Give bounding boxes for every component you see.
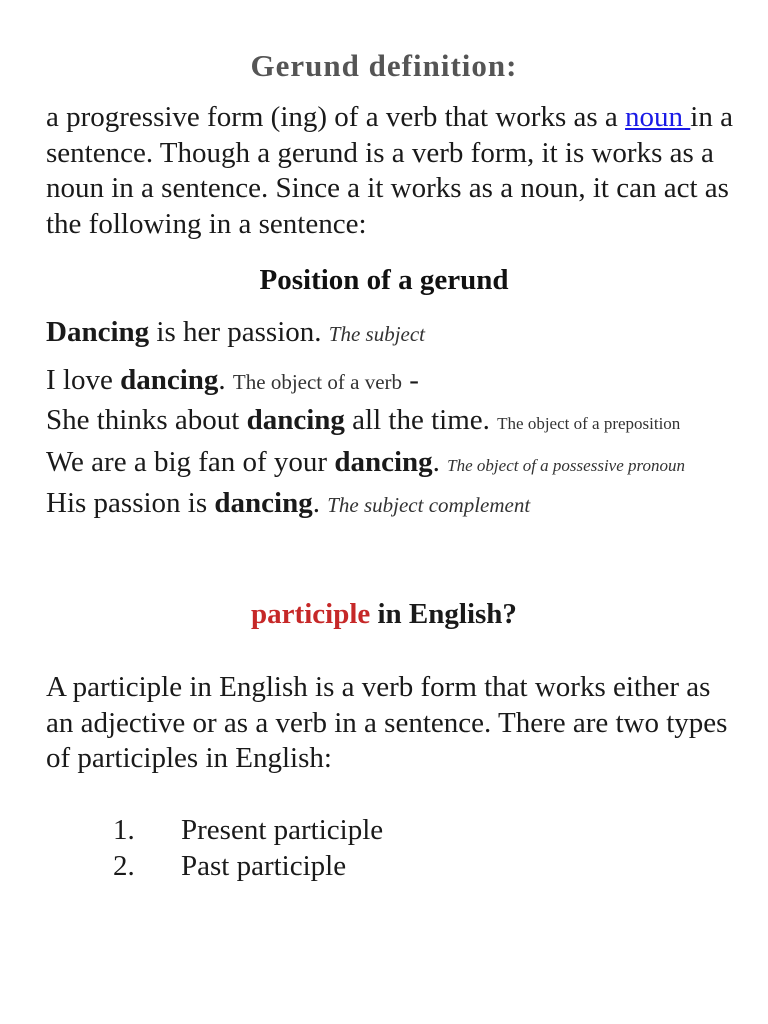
list-item [113, 812, 383, 848]
example-note: The object of a possessive pronoun [447, 456, 685, 475]
list-label: Present participle [181, 814, 384, 846]
gerund-word: dancing [246, 404, 345, 436]
participle-heading-rest: in English? [370, 598, 517, 630]
page-title: Gerund definition: [250, 48, 518, 83]
example-text: . [312, 487, 328, 519]
example-text: His passion is [46, 487, 215, 519]
gerund-definition-paragraph [46, 100, 736, 242]
gerund-word: dancing [214, 487, 313, 519]
list-label: Past participle [181, 850, 347, 882]
participle-paragraph: A participle in English is a verb form that works either as an adjective or as a verb in a sentence. There are two types of participles in English: [46, 671, 728, 774]
participle-types-list [113, 812, 383, 884]
gerund-word: dancing [334, 446, 433, 478]
gerund-word: dancing [120, 364, 219, 396]
example-text: . [218, 364, 233, 396]
position-heading: Position of a gerund [259, 264, 509, 296]
participle-highlight: participle [251, 598, 371, 630]
definition-text-end: in a sentence. Though a gerund is a verb form, it is works as a noun in a sentence. Since a it works as a noun, it can act as the following in a sentence: [46, 101, 733, 240]
example-note: The object of a verb [232, 370, 403, 394]
example-sentence-object-preposition [46, 404, 680, 437]
example-note: The subject [328, 322, 425, 346]
list-number: 2. [113, 850, 135, 882]
example-text: I love [46, 364, 121, 396]
noun-link[interactable]: noun [625, 101, 691, 133]
example-sentence-object-verb [46, 364, 419, 397]
example-text: She thinks about [46, 404, 247, 436]
example-text: all the time. [344, 404, 498, 436]
example-note: The subject complement [327, 493, 531, 517]
example-text: is her passion. [149, 316, 329, 348]
example-text: . [432, 446, 448, 478]
example-trail: - [402, 364, 419, 396]
example-sentence-possessive [46, 446, 685, 479]
definition-text-start: a progressive form (ing) of a verb that works as a [46, 101, 626, 133]
gerund-word: Dancing [46, 316, 150, 348]
example-sentence-complement [46, 487, 530, 520]
list-item [113, 848, 383, 884]
list-number: 1. [113, 814, 135, 846]
example-text: We are a big fan of your [46, 446, 335, 478]
example-sentence-subject [46, 316, 425, 349]
example-note: The object of a preposition [497, 414, 681, 433]
participle-heading [46, 598, 722, 631]
